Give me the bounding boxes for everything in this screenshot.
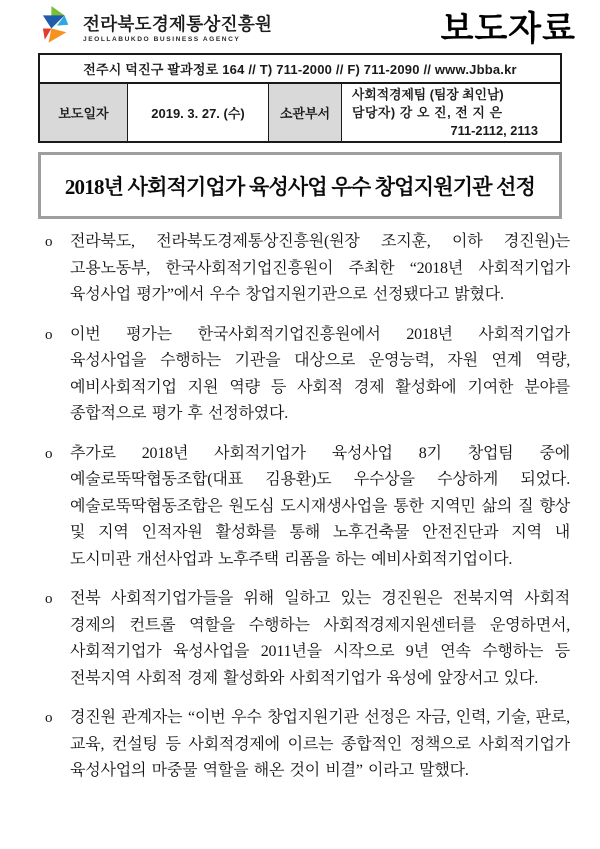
title-box xyxy=(38,152,562,219)
bullet-icon: o xyxy=(45,445,53,462)
paragraph xyxy=(38,705,570,785)
paragraph xyxy=(38,229,570,309)
agency-name-block xyxy=(83,14,272,43)
info-table-meta-row xyxy=(40,84,560,141)
department-contact xyxy=(342,84,560,141)
press-date-label: 보도일자 xyxy=(40,84,128,141)
department-team-line: 사회적경제팀 (팀장 최인남) xyxy=(352,86,504,102)
paragraph-text: 경진원 관계자는 “이번 우수 창업지원기관 선정은 자금, 인력, 기술, 판로, 교육, 컨설팅 등 사회적경제에 이르는 종합적인 정책으로 사회적기업가 육성사업의 마중물 역할을 해온 것이 비결” 이라고 말했다. xyxy=(70,709,570,779)
document-type-title: 보도자료 xyxy=(440,10,576,48)
bullet-icon: o xyxy=(45,326,53,343)
paragraph-text: 추가로 2018년 사회적기업가 육성사업 8기 창업팀 중에 예술로뚝딱협동조합(대표 김용환)도 우수상을 수상하게 되었다. 예술로뚝딱협동조합은 원도심 도시재생사업을 통한 지역민 삶의 질 향상 및 지역 인적자원 활성화를 통해 노후건축물 안전진단과 지역 내 도시미관 개선사업과 노후주택 리폼을 하는 예비사회적기업이다. xyxy=(70,444,570,568)
bullet-icon: o xyxy=(45,710,53,726)
paragraph xyxy=(38,322,570,428)
agency-logo-icon xyxy=(38,5,76,52)
paragraph-text: 전라북도, 전라북도경제통상진흥원(원장 조지훈, 이하 경진원)는 고용노동부, 한국사회적기업진흥원이 주최한 “2018년 사회적기업가 육성사업 평가”에서 우수 창업지원기관으로 선정됐다고 밝혔다. xyxy=(70,233,570,303)
agency-name-english: JEOLLABUKDO BUSINESS AGENCY xyxy=(83,35,241,43)
agency-brand xyxy=(38,5,272,52)
press-title: 2018년 사회적기업가 육성사업 우수 창업지원기관 선정 xyxy=(64,174,536,199)
body-text xyxy=(38,229,570,798)
paragraph-text: 전북 사회적기업가들을 위해 일하고 있는 경진원은 전북지역 사회적 경제의 컨트롤 역할을 수행하는 사회적경제지원센터를 운영하면서, 사회적기업가 육성사업을 2011년을 시작으로 9년 연속 수행하는 등 전북지역 사회적 경제 활성화와 사회적기업가 육성에 앞장서고 있다. xyxy=(70,590,570,687)
agency-name: 전라북도경제통상진흥원 xyxy=(83,13,273,34)
address-bar: 전주시 덕진구 팔과정로 164 // T) 711-2000 // F) 711-2090 // www.Jbba.kr xyxy=(40,55,560,84)
bullet-icon: o xyxy=(45,591,53,607)
masthead xyxy=(38,3,576,53)
paragraph xyxy=(38,586,570,692)
bullet-icon: o xyxy=(45,234,53,250)
paragraph xyxy=(38,441,570,574)
department-phone-line: 711-2112, 2113 xyxy=(450,122,538,138)
paragraph-text: 이번 평가는 한국사회적기업진흥원에서 2018년 사회적기업가 육성사업을 수행하는 기관을 대상으로 운영능력, 자원 연계 역량, 예비사회적기업 지원 역량 등 사회적 경제 활성화에 기여한 분야를 종합적으로 평가 후 선정하였다. xyxy=(70,325,570,422)
info-table xyxy=(38,53,562,143)
press-date-value: 2019. 3. 27. (수) xyxy=(128,84,269,141)
department-staff-line: 담당자) 강 오 진, 전 지 은 xyxy=(352,104,503,120)
department-label: 소관부서 xyxy=(269,84,342,141)
